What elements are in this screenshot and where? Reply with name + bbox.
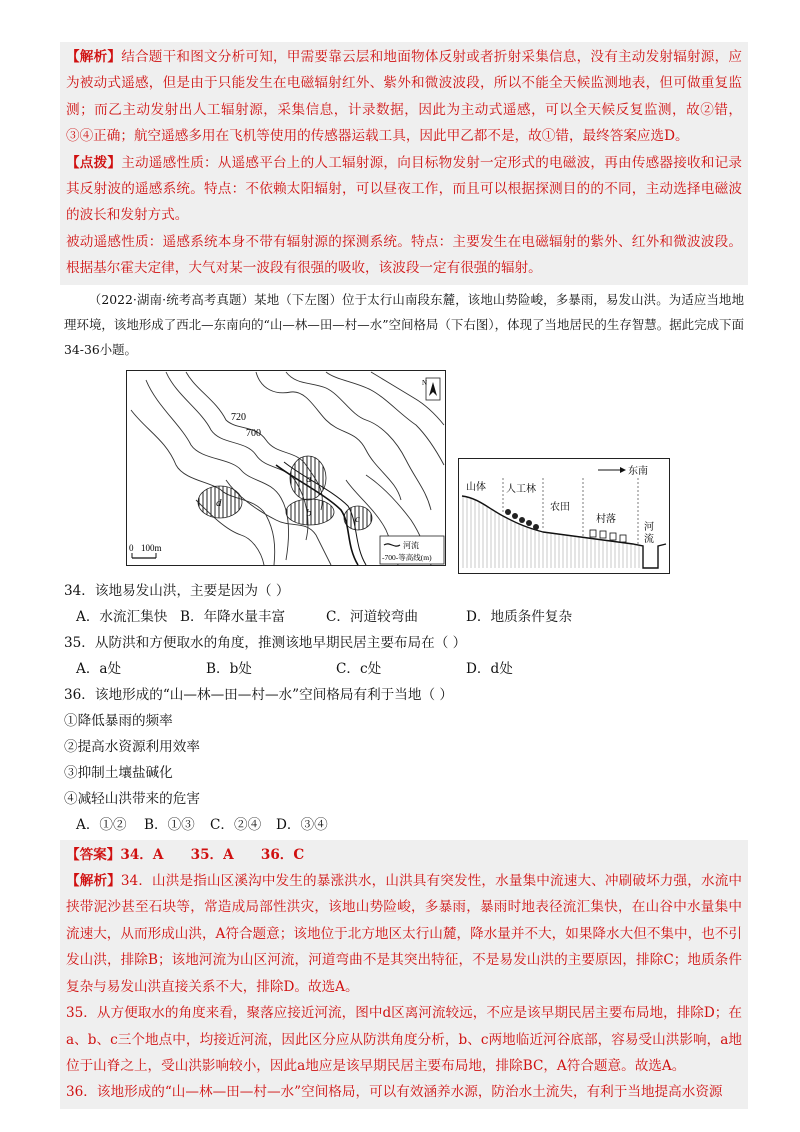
q34-stem: 34．该地易发山洪，主要是因为（ ） xyxy=(64,582,290,599)
profile-mountain: 山体 xyxy=(466,481,486,493)
legend-contour: -700-等高线(m) xyxy=(382,552,432,562)
q35-option-d: D．d处 xyxy=(466,660,513,677)
q36-stem: 36．该地形成的“山—林—田—村—水”空间格局有利于当地（ ） xyxy=(64,686,453,703)
q36-statement-4: ④减轻山洪带来的危害 xyxy=(64,790,200,807)
q36-option-d: D．③④ xyxy=(276,816,328,833)
tip-text-active: 主动遥感性质：从遥感平台上的人工辐射源，向目标物发射一定形式的电磁波，再由传感器接收和记录其反射波的遥感系统。特点：不依赖太阳辐射，可以昼夜工作，而且可以根据探测目的的不同，主动选择电磁波的波长和发射方式。 xyxy=(66,154,742,224)
answer-tag: 【答案】 xyxy=(66,846,121,863)
q36-option-a: A．①② xyxy=(76,816,127,833)
tip-paragraph xyxy=(66,150,742,229)
q34-option-c: C．河道较弯曲 xyxy=(326,608,418,625)
q36-statement-3: ③抑制土壤盐碱化 xyxy=(64,764,173,781)
answer-34-text: 34．山洪是指山区溪沟中发生的暴涨洪水，山洪具有突发性，水量集中流速大、冲刷破坏力强，水流中挟带泥沙甚至石块等，常造成局部性洪灾，该地山势险峻，多暴雨，暴雨时地表径流汇集快，在山谷中水量集中流速大，从而形成山洪，A符合题意；该地位于北方地区太行山麓，降水量并不大，如果降水大但不集中，也不引发山洪，排除B；该地河流为山区河流，河道弯曲不是其突出特征，不是易发山洪的主要原因，排除C；地质条件复杂与易发山洪直接关系不大，排除D。故选A。 xyxy=(66,873,743,995)
profile-village: 村落 xyxy=(596,513,616,525)
analysis-text: 结合题干和图文分析可知，甲需要靠云层和地面物体反射或者折射采集信息，没有主动发射辐射源，应为被动式遥感，但是由于只能发生在电磁辐射红外、紫外和微波波段，所以不能全天候监测地表，但可做重复监测；而乙主动发射出人工辐射源，采集信息，计录数据，因此为主动式遥感，可以全天候反复监测，故②错，③④正确；航空遥感多用在飞机等使用的传感器运载工具，因此甲乙都不是，故①错，最终答案应选D。 xyxy=(66,49,742,145)
profile-river-2: 流 xyxy=(644,533,654,545)
answer-block xyxy=(60,840,748,1109)
analysis-tag: 【解析】 xyxy=(66,49,122,65)
answer-text: 34．A 35．A 36．C xyxy=(120,846,305,863)
q34-option-b: B．年降水量丰富 xyxy=(180,608,286,625)
q35-option-b: B．b处 xyxy=(206,660,252,677)
q34-options xyxy=(64,604,744,630)
north-label: N xyxy=(422,378,428,387)
analysis-paragraph xyxy=(66,44,742,150)
contour-label-700: 700 xyxy=(246,427,261,439)
tip-text-passive: 被动遥感性质：遥感系统本身不带有辐射源的探测系统。特点：主要发生在电磁辐射的紫外、红外和微波波段。根据基尔霍夫定律，大气对某一波段有很强的吸收，该波段一定有很强的辐射。 xyxy=(66,233,742,277)
legend-river: 河流 xyxy=(403,540,419,550)
answer-36-text: 36．该地形成的“山—林—田—村—水”空间格局，可以有效涵养水源，防治水土流失，有利于当地提高水资源 xyxy=(66,1084,723,1101)
answer-line xyxy=(66,842,742,868)
q34-option-d: D．地质条件复杂 xyxy=(466,608,573,625)
q35-options xyxy=(64,656,744,682)
label-c: c xyxy=(355,512,360,525)
page-content xyxy=(64,42,744,1109)
scale-0: 0 xyxy=(129,542,134,553)
q36-option-c: C．②④ xyxy=(210,816,262,833)
label-d: d xyxy=(216,496,222,509)
q36-option-b: B．①③ xyxy=(144,816,195,833)
q35-stem: 35．从防洪和方便取水的角度，推测该地早期民居主要布局在（ ） xyxy=(64,634,467,651)
q34-option-a: A．水流汇集快 xyxy=(76,608,168,625)
q35-option-a: A．a处 xyxy=(76,660,122,677)
profile-forest: 人工林 xyxy=(506,483,536,495)
profile-river-1: 河 xyxy=(644,521,654,533)
direction-label: 东南 xyxy=(628,465,648,477)
answer-34-paragraph xyxy=(66,868,742,1000)
scale-100: 100m xyxy=(141,542,162,553)
answer-analysis-tag: 【解析】 xyxy=(66,873,121,890)
answer-35-text: 35．从方便取水的角度来看，聚落应接近河流，图中d区离河流较远，不应是该早期民居主要布局地，排除D；在a、b、c三个地点中，均接近河流，因此区分应从防洪角度分析，b、c两地临近河谷底部，容易受山洪影响，a地位于山脊之上，受山洪影响较小，因此a地应是该早期民居主要布局地，排除BC，A符合题意。故选A。 xyxy=(66,1005,742,1074)
question-intro: （2022·湖南·统考高考真题）某地（下左图）位于太行山南段东麓，该地山势险峻，多暴雨，易发山洪。为适应当地地理环境，该地形成了西北—东南向的“山—林—田—村—水”空间格局（下右图），体现了当地居民的生存智慧。据此完成下面34-36小题。 xyxy=(64,291,744,357)
q36-options xyxy=(64,812,744,838)
figure-area xyxy=(64,370,744,570)
tip-tag: 【点拨】 xyxy=(66,154,122,171)
q36-statement-1: ①降低暴雨的频率 xyxy=(64,712,173,729)
label-b: b xyxy=(306,506,312,519)
contour-label-720: 720 xyxy=(231,411,246,423)
q36-statement-2: ②提高水资源利用效率 xyxy=(64,738,200,755)
contour-map xyxy=(126,370,446,566)
terrain-profile xyxy=(458,458,670,574)
label-a: a xyxy=(306,472,312,485)
profile-field: 农田 xyxy=(550,501,570,513)
analysis-block xyxy=(60,42,748,285)
q35-option-c: C．c处 xyxy=(336,660,382,677)
